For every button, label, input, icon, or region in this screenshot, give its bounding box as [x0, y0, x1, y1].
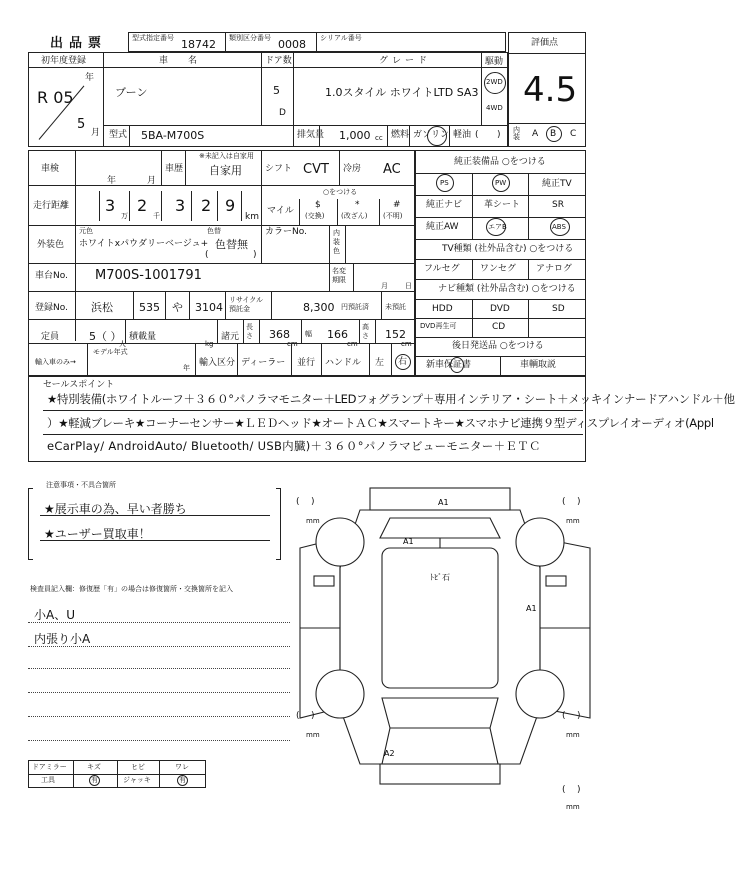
- option-tv: 純正TV: [542, 179, 572, 189]
- ac-value: AC: [383, 162, 401, 177]
- import-parallel: 並行: [297, 358, 316, 368]
- sales-line-3: eCarPlay/ AndroidAuto/ Bluetooth/ USB内臓)＋３６０°パノラマビューモニター＋ＥＴＣ: [47, 439, 541, 453]
- mark-rear: A2: [384, 749, 395, 758]
- mileage-opt2-label: (改ざん): [341, 212, 368, 220]
- score-label: 評価点: [531, 38, 559, 48]
- load-unit: kg: [205, 340, 214, 348]
- mirror-right: [546, 576, 566, 586]
- tread-front-right-mm: mm: [566, 517, 580, 525]
- inspection-month-unit: 月: [147, 176, 157, 186]
- type-designation-label: 型式指定番号: [132, 34, 174, 42]
- sales-line-2: ）★軽減ブレーキ★コーナーセンサー★ＬＥＤヘッド★オートＡＣ★スマートキー★スマホナビ連携９型ディスプレイオーディオ(Appl: [47, 416, 714, 430]
- tv-oneseg: ワンセグ: [480, 264, 517, 274]
- mileage-label: 走行距離: [33, 201, 70, 211]
- inspection-year-unit: 年: [107, 176, 117, 186]
- sales-label: セールスポイント: [43, 380, 115, 390]
- tread-front-left-mm: mm: [306, 517, 320, 525]
- mileage-opt3-symbol: #: [393, 200, 401, 210]
- model-label: 型式: [109, 130, 128, 140]
- navi-dvd: DVD: [490, 304, 510, 314]
- mark-front-bumper: A1: [438, 498, 449, 507]
- type-designation-value: 18742: [181, 38, 216, 51]
- unit-sen: 千: [153, 212, 160, 220]
- handle-label: ハンドル: [325, 358, 362, 368]
- drive-2wd: 2WD: [486, 78, 503, 86]
- exterior-label: 外装色: [37, 240, 65, 250]
- reg-class: 535: [139, 301, 160, 314]
- width-label: 幅: [305, 330, 312, 338]
- tread-rear-right: ( ): [562, 711, 581, 721]
- capacity-value: 5（ ）: [89, 330, 122, 343]
- serial-label: シリアル番号: [320, 34, 362, 42]
- interior-color-label: 内装色: [333, 229, 340, 255]
- fuel-gasoline-circle: [427, 126, 447, 146]
- interior-label: 内装: [513, 126, 520, 141]
- width-unit: cm: [347, 340, 358, 348]
- note-line-1: ★展示車の為、早い者勝ち: [44, 502, 187, 516]
- rear-bumper-shape: [380, 764, 500, 784]
- color-paren-open: (: [205, 250, 209, 260]
- first-reg-month: 5: [77, 117, 86, 132]
- legend-jack-label: ジャッキ: [123, 776, 151, 784]
- doors-value: 5: [273, 84, 280, 97]
- unit-man: 万: [121, 212, 128, 220]
- first-reg-year-unit: 年: [85, 73, 95, 83]
- legend-scratch: キズ: [87, 763, 101, 771]
- capacity-unit: 人: [119, 340, 126, 348]
- dvd-playable: DVD再生可: [420, 322, 457, 330]
- interior-grade-b: B: [550, 129, 557, 139]
- recycle-label: リサイクル預託金: [229, 296, 264, 313]
- shift-value: CVT: [303, 162, 329, 177]
- interior-grade: [508, 122, 586, 147]
- navi-hdd: HDD: [432, 304, 453, 314]
- legend-break: ワレ: [175, 763, 189, 771]
- height-value: 152: [385, 328, 406, 341]
- grade-value: 1.0スタイル ホワイトLTD SA3: [325, 86, 479, 99]
- fuel-diesel: 軽油: [453, 130, 472, 140]
- mirror-left: [314, 576, 334, 586]
- fuel-gasoline: ガソリン: [413, 130, 450, 140]
- cd-label: CD: [492, 322, 506, 332]
- legend-mirror: ドアミラー: [32, 763, 67, 771]
- wheel-rear-right: [516, 670, 564, 718]
- ship-manual: 車輌取説: [520, 360, 557, 370]
- legend-crack: ヒビ: [131, 763, 145, 771]
- ship-warranty-circle: [450, 357, 464, 373]
- mileage-opt2-symbol: *: [355, 200, 360, 210]
- displacement-label: 排気量: [297, 130, 325, 140]
- wheel-rear-left: [316, 670, 364, 718]
- tread-rear-right-mm: mm: [566, 731, 580, 739]
- sales-point-box: [28, 376, 735, 462]
- model-value: 5BA-M700S: [141, 129, 205, 142]
- door-type: D: [279, 108, 286, 118]
- mileage-circle-note: ○をつける: [323, 188, 358, 196]
- mark-right-side: A1: [526, 604, 537, 613]
- car-name-label: 車名: [159, 56, 218, 66]
- ship-title: 後日発送品 ○をつける: [452, 341, 544, 351]
- notes-bracket-left: [28, 488, 33, 560]
- drive-4wd: 4WD: [486, 104, 503, 112]
- reg-kana: や: [172, 301, 183, 314]
- recycle-unit: 円預託済: [341, 303, 369, 311]
- car-damage-diagram: [290, 478, 600, 808]
- tread-front-right: ( ): [562, 497, 581, 507]
- import-label: 輸入車のみ→: [35, 358, 76, 366]
- color-change-value: 色替無: [215, 238, 248, 251]
- windshield-shape: [380, 518, 500, 538]
- history-value: 自家用: [209, 164, 242, 177]
- mileage-opt3-label: (不明): [383, 212, 403, 220]
- model-year-label: モデル年式: [93, 348, 128, 356]
- chassis-label: 車台No.: [35, 271, 68, 281]
- fuel-label: 燃料: [391, 130, 410, 140]
- type-designation-box: [128, 32, 226, 52]
- tv-title: TV種類 (社外品含む) ○をつける: [442, 244, 574, 254]
- ac-label: 冷房: [343, 164, 362, 174]
- legend-tool-value: 有: [91, 776, 98, 784]
- mile-label: マイル: [267, 206, 294, 216]
- tread-rear-left-mm: mm: [306, 731, 320, 739]
- sheet-title: 出品票: [50, 36, 108, 51]
- category-label: 類別区分番号: [229, 34, 271, 42]
- recycle-not: 未預託: [385, 303, 406, 311]
- sales-line-1: ★特別装備(ホワイトルーフ＋３６０°パノラマモニター＋LEDフォグランプ＋専用インテリア・シート＋メッキインナードアハンドル＋他: [47, 392, 735, 406]
- import-type-label: 輸入区分: [199, 358, 236, 368]
- color-change-label: 色替: [207, 227, 221, 235]
- width-value: 166: [327, 328, 348, 341]
- vehicle-basics: 初年度登録 R 05 年 5 月 車名 ブーン ドア数 5 D グレード 1.0スタイル ホワイトLTD SA3 駆動 2WD 4WD 型式 5BA-M700S 排気量 1,000 cc 燃料 ガソリン 軽油 ( ): [28, 52, 508, 147]
- length-unit: cm: [287, 340, 298, 348]
- first-reg-era: R 05: [37, 88, 74, 107]
- mark-stone-chip: ﾄﾋﾞ石: [430, 573, 450, 582]
- legend-table: [28, 760, 206, 788]
- inspector-label: 検査員記入欄：修復歴「有」の場合は修復箇所・交換箇所を記入: [30, 585, 233, 593]
- recycle-value: 8,300: [303, 301, 335, 314]
- mileage-digit-2: 2: [137, 196, 148, 215]
- mileage-digit-1: 3: [105, 196, 116, 215]
- model-year-unit: 年: [183, 364, 190, 372]
- detail-block: [28, 150, 415, 376]
- handle-left: 左: [375, 358, 385, 368]
- option-aw: 純正AW: [426, 222, 459, 232]
- first-reg-month-unit: 月: [91, 128, 101, 138]
- mark-bonnet: A1: [403, 537, 414, 546]
- category-value: 0008: [278, 38, 306, 51]
- color-paren-close: ): [253, 250, 257, 260]
- tread-front-left: ( ): [296, 497, 315, 507]
- reg-label: 登録No.: [35, 303, 68, 313]
- navi-title: ナビ種類 (社外品含む) ○をつける: [438, 284, 576, 294]
- height-label: 高さ: [362, 323, 369, 340]
- rear-window-shape: [382, 698, 498, 728]
- mileage-opt1-symbol: $: [315, 200, 321, 210]
- tread-spare: ( ): [562, 785, 581, 795]
- color-no-label: カラーNo.: [265, 227, 307, 237]
- note-line-2: ★ユーザー買取車！: [44, 527, 151, 541]
- chassis-value: M700S-1001791: [95, 268, 202, 283]
- serial-box: [316, 32, 506, 52]
- first-reg-label: 初年度登録: [41, 56, 87, 66]
- option-sr: SR: [552, 200, 564, 210]
- inspector-line-1: 小A、U: [34, 608, 75, 622]
- tread-rear-left: ( ): [296, 711, 315, 721]
- legend-tool-label: 工具: [41, 776, 55, 784]
- capacity-label: 定員: [41, 332, 60, 342]
- shift-label: シフト: [265, 164, 293, 174]
- unit-km: km: [245, 212, 259, 222]
- displacement-unit: cc: [375, 134, 383, 142]
- original-color: ホワイトxパウダリーベージュ+: [79, 239, 209, 249]
- dims-label: 諸元: [221, 332, 240, 342]
- wheel-front-right: [516, 518, 564, 566]
- legend-jack-value: 有: [179, 776, 186, 784]
- option-pw: PW: [495, 179, 507, 187]
- option-airbag: エアB: [488, 223, 507, 231]
- tv-analog: アナログ: [536, 264, 573, 274]
- mileage-digit-5: 9: [225, 196, 236, 215]
- load-label: 積載量: [129, 332, 157, 342]
- length-value: 368: [269, 328, 290, 341]
- ship-warranty: 新車保証書: [426, 360, 472, 370]
- original-color-label: 元色: [79, 227, 93, 235]
- name-change-month: 月: [381, 282, 388, 290]
- grade-label: グレード: [379, 56, 432, 66]
- option-ps: PS: [440, 179, 449, 187]
- score-value: 4.5: [523, 70, 578, 110]
- mileage-digit-4: 2: [201, 196, 212, 215]
- options-title: 純正装備品 ○をつける: [454, 157, 546, 167]
- displacement-value: 1,000: [339, 129, 371, 142]
- name-change-label: 名変期限: [332, 267, 346, 284]
- name-change-day: 日: [405, 282, 412, 290]
- notes-label: 注意事項・不具合箇所: [46, 481, 116, 489]
- reg-number: 3104: [195, 301, 223, 314]
- mileage-digit-3: 3: [175, 196, 186, 215]
- length-label: 長さ: [246, 323, 253, 340]
- history-label: 車歴: [165, 164, 184, 174]
- interior-grade-c: C: [570, 129, 577, 139]
- inspector-line-2: 内張り小A: [34, 632, 91, 646]
- option-abs: ABS: [552, 223, 566, 231]
- options-panel: [415, 150, 586, 376]
- import-dealer: ディーラー: [241, 358, 286, 368]
- car-name: ブーン: [115, 86, 148, 99]
- tv-fullseg: フルセグ: [424, 264, 460, 274]
- drive-label: 駆動: [485, 57, 504, 67]
- inspection-label: 車検: [41, 164, 60, 174]
- roof-shape: [382, 548, 498, 688]
- handle-right: 右: [398, 357, 408, 367]
- category-box: [225, 32, 317, 52]
- height-unit: cm: [401, 340, 412, 348]
- mileage-opt1-label: (交換): [305, 212, 325, 220]
- option-navi: 純正ナビ: [426, 200, 463, 210]
- notes-bracket-right: [276, 488, 281, 560]
- navi-sd: SD: [552, 304, 565, 314]
- option-leather: 革シート: [484, 200, 521, 210]
- interior-grade-a: A: [532, 129, 539, 139]
- doors-label: ドア数: [265, 56, 292, 66]
- reg-area: 浜松: [91, 301, 113, 314]
- history-note: ※未記入は自家用: [199, 152, 254, 160]
- tread-spare-mm: mm: [566, 803, 580, 811]
- wheel-front-left: [316, 518, 364, 566]
